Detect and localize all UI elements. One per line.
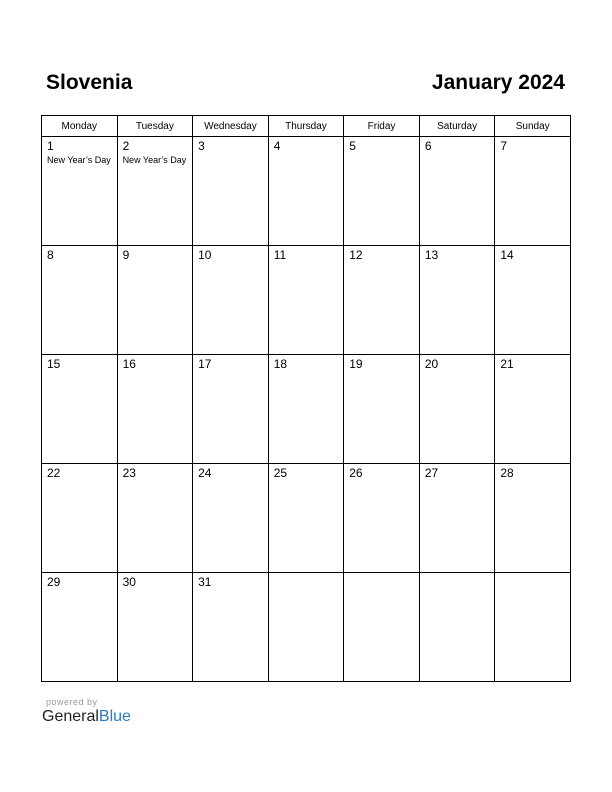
day-number: 3 (198, 139, 205, 153)
day-number: 10 (198, 248, 212, 262)
day-number: 27 (424, 466, 439, 480)
day-number: 26 (349, 466, 363, 480)
day-cell (193, 355, 269, 464)
day-cell (42, 464, 118, 573)
day-number: 6 (424, 139, 432, 153)
day-cell (193, 573, 269, 682)
day-cell (42, 246, 118, 355)
weekday-header: Thursday (268, 116, 344, 137)
day-number: 12 (349, 248, 363, 262)
weekday-header: Sunday (495, 116, 571, 137)
day-cell (419, 246, 495, 355)
day-number: 16 (122, 357, 136, 371)
day-number: 22 (47, 466, 61, 480)
brand-name-part1: General (42, 708, 99, 725)
country-title: Slovenia (46, 71, 133, 94)
day-number: 17 (198, 357, 212, 371)
day-number: 5 (349, 139, 356, 153)
day-cell (268, 573, 344, 682)
day-number: 15 (47, 357, 61, 371)
day-cell (495, 464, 571, 573)
day-number: 23 (122, 466, 136, 480)
holiday-label: New Year’s Day (47, 155, 111, 165)
day-cell (495, 246, 571, 355)
day-cell (419, 355, 495, 464)
weekday-header-row (42, 116, 571, 137)
day-number: 2 (122, 139, 130, 153)
day-number: 20 (424, 357, 439, 371)
day-cell (193, 137, 269, 246)
day-number: 9 (122, 248, 130, 262)
week-row (42, 464, 571, 573)
day-number: 7 (500, 139, 508, 153)
day-cell (193, 246, 269, 355)
day-cell (495, 137, 571, 246)
day-number: 18 (273, 357, 288, 371)
weekday-header: Monday (42, 116, 118, 137)
day-cell (42, 573, 118, 682)
day-cell (268, 355, 344, 464)
day-number: 24 (198, 466, 212, 480)
day-cell (495, 355, 571, 464)
day-number: 19 (349, 357, 363, 371)
day-cell (344, 246, 420, 355)
day-cell (117, 573, 193, 682)
day-cell (344, 355, 420, 464)
day-cell (268, 137, 344, 246)
day-number: 8 (47, 248, 54, 262)
day-number: 29 (47, 575, 61, 589)
day-cell (344, 464, 420, 573)
brand-name-part2: Blue (98, 708, 131, 725)
day-cell (344, 137, 420, 246)
day-number: 14 (500, 248, 514, 262)
day-cell (268, 464, 344, 573)
day-number: 28 (500, 466, 514, 480)
week-row (42, 137, 571, 246)
day-cell (419, 137, 495, 246)
holiday-label: New Year’s Day (122, 155, 187, 165)
day-cell (193, 464, 269, 573)
day-cell (117, 355, 193, 464)
day-number: 31 (198, 575, 212, 589)
day-number: 25 (273, 466, 288, 480)
month-year-title: January 2024 (431, 71, 565, 94)
day-cell (419, 464, 495, 573)
day-cell (42, 355, 118, 464)
day-number: 13 (424, 248, 439, 262)
week-row (42, 246, 571, 355)
day-number: 1 (47, 139, 54, 153)
powered-by-label: powered by (46, 697, 98, 707)
weekday-header: Saturday (419, 116, 495, 137)
calendar-grid (41, 115, 571, 682)
day-cell (42, 137, 118, 246)
day-cell (117, 137, 193, 246)
brand-logo (42, 708, 131, 726)
day-cell (268, 246, 344, 355)
day-cell (117, 464, 193, 573)
day-cell (344, 573, 420, 682)
day-number: 4 (273, 139, 281, 153)
week-row (42, 573, 571, 682)
day-cell (495, 573, 571, 682)
week-row (42, 355, 571, 464)
day-number: 30 (122, 575, 136, 589)
day-cell (117, 246, 193, 355)
weekday-header: Friday (344, 116, 420, 137)
day-number: 11 (273, 248, 287, 262)
weekday-header: Tuesday (117, 116, 193, 137)
weekday-header: Wednesday (193, 116, 269, 137)
day-cell (419, 573, 495, 682)
day-number: 21 (500, 357, 514, 371)
